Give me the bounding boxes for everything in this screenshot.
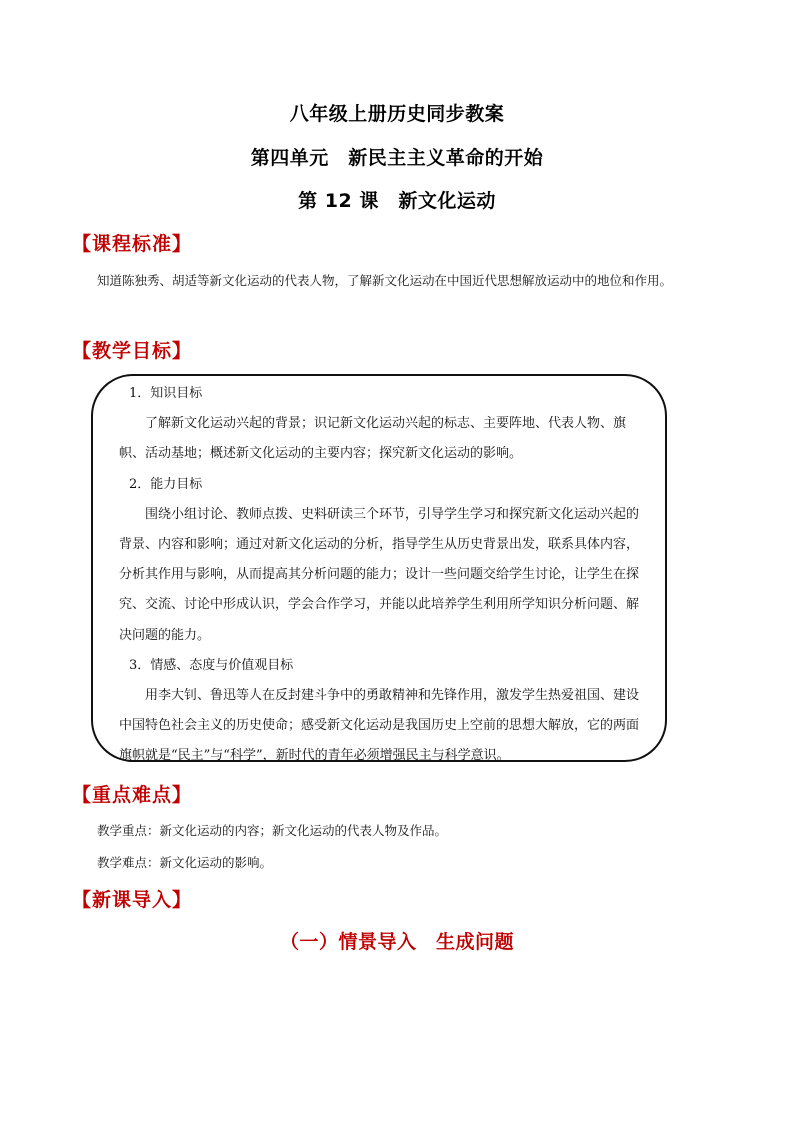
document-title: 八年级上册历史同步教案 — [289, 103, 505, 125]
lesson-title: 第 12 课 新文化运动 — [298, 190, 496, 212]
knowledge-goal-title: 1．知识目标 — [129, 386, 203, 401]
knowledge-goal-text: 了解新文化运动兴起的背景；识记新文化运动兴起的标志、主要阵地、代表人物、旗帜、活动基地；概述新文化运动的主要内容；探究新文化运动的影响。 — [119, 416, 627, 462]
teaching-goals-box — [91, 374, 667, 762]
key-points-heading: 【重点难点】 — [72, 784, 193, 806]
scenario-intro-subheading: （一）情景导入 生成问题 — [279, 931, 514, 953]
ability-goal-title: 2．能力目标 — [129, 476, 203, 492]
curriculum-standard-heading: 【课程标准】 — [72, 233, 193, 255]
teaching-goals-heading: 【教学目标】 — [72, 340, 193, 362]
unit-title: 第四单元 新民主主义革命的开始 — [250, 147, 544, 169]
ability-goal-text: 围绕小组讨论、教师点拨、史料研读三个环节，引导学生学习和探究新文化运动兴起的背景、内容和影响；通过对新文化运动的分析，指导学生从历史背景出发，联系具体内容，分析其作用与影响，从而提高其分析问题的能力；设计一些问题交给学生讨论，让学生在探究、交流、讨论中形成认识，学会合作学习，并能以此培养学生利用所学知识分析问题、解决问题的能力。 — [119, 506, 640, 643]
new-lesson-intro-heading: 【新课导入】 — [72, 889, 193, 911]
curriculum-standard-text: 知道陈独秀、胡适等新文化运动的代表人物，了解新文化运动在中国近代思想解放运动中的地位和作用。 — [97, 273, 673, 288]
values-goal-text: 用李大钊、鲁迅等人在反封建斗争中的勇敢精神和先锋作用，激发学生热爱祖国、建设中国特色社会主义的历史使命；感受新文化运动是我国历史上空前的思想大解放，它的两面旗帜就是“民主”与“科学”，新时代的青年必须增强民主与科学意识。 — [119, 688, 640, 764]
teaching-focus-text: 教学重点：新文化运动的内容；新文化运动的代表人物及作品。 — [97, 823, 448, 838]
values-goal-title: 3．情感、态度与价值观目标 — [129, 657, 294, 673]
teaching-difficulty-text: 教学难点：新文化运动的影响。 — [97, 855, 273, 870]
